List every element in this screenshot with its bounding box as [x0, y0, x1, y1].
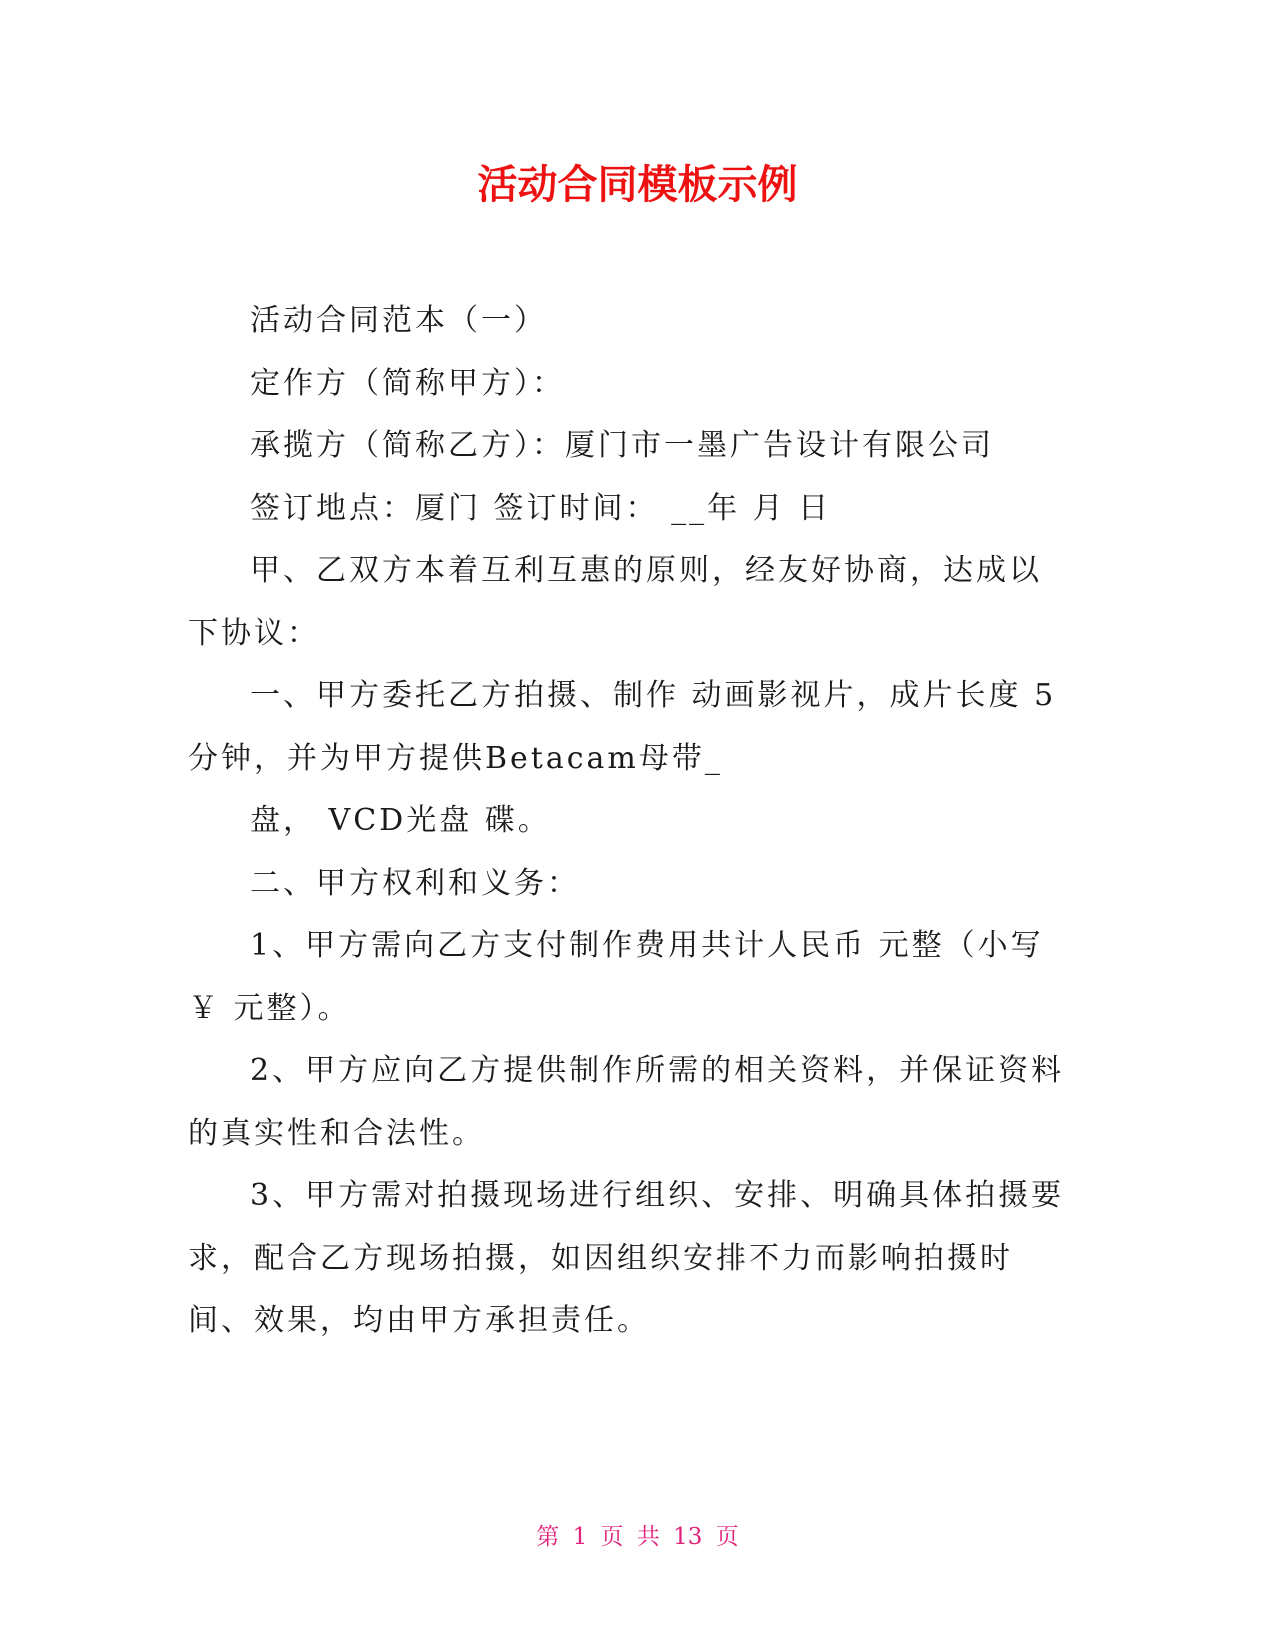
paragraph-clause-1: 一、甲方委托乙方拍摄、制作 动画影视片，成片长度 5 分钟，并为甲方提供Betacam母带_	[188, 678, 1057, 776]
paragraph-item-3: 3、甲方需对拍摄现场进行组织、安排、明确具体拍摄要求，配合乙方现场拍摄，如因组织安排不力而影响拍摄时间、效果，均由甲方承担责任。	[188, 1178, 1065, 1338]
paragraph-party-a: 定作方（简称甲方）：	[250, 365, 565, 401]
paragraph-agreement-intro: 甲、乙双方本着互利互惠的原则，经友好协商，达成以下协议：	[188, 553, 1042, 651]
paragraph-signing-info: 签订地点：厦门 签订时间： __年 月 日	[250, 490, 832, 526]
paragraph-clause-1-cont: 盘， VCD光盘 碟。	[250, 803, 551, 838]
page-number-footer: 第 1 页 共 13 页	[536, 1524, 739, 1550]
paragraph-clause-2-heading: 二、甲方权利和义务：	[250, 865, 580, 901]
paragraph-item-2: 2、甲方应向乙方提供制作所需的相关资料，并保证资料的真实性和合法性。	[188, 1053, 1065, 1151]
document-title: 活动合同模板示例	[477, 162, 798, 208]
paragraph-party-b: 承揽方（简称乙方）：厦门市一墨广告设计有限公司	[250, 428, 994, 463]
paragraph-heading: 活动合同范本（一）	[250, 303, 547, 338]
paragraph-item-1: 1、甲方需向乙方支付制作费用共计人民币 元整（小写￥ 元整）。	[188, 928, 1044, 1026]
document-body	[188, 290, 1068, 1353]
